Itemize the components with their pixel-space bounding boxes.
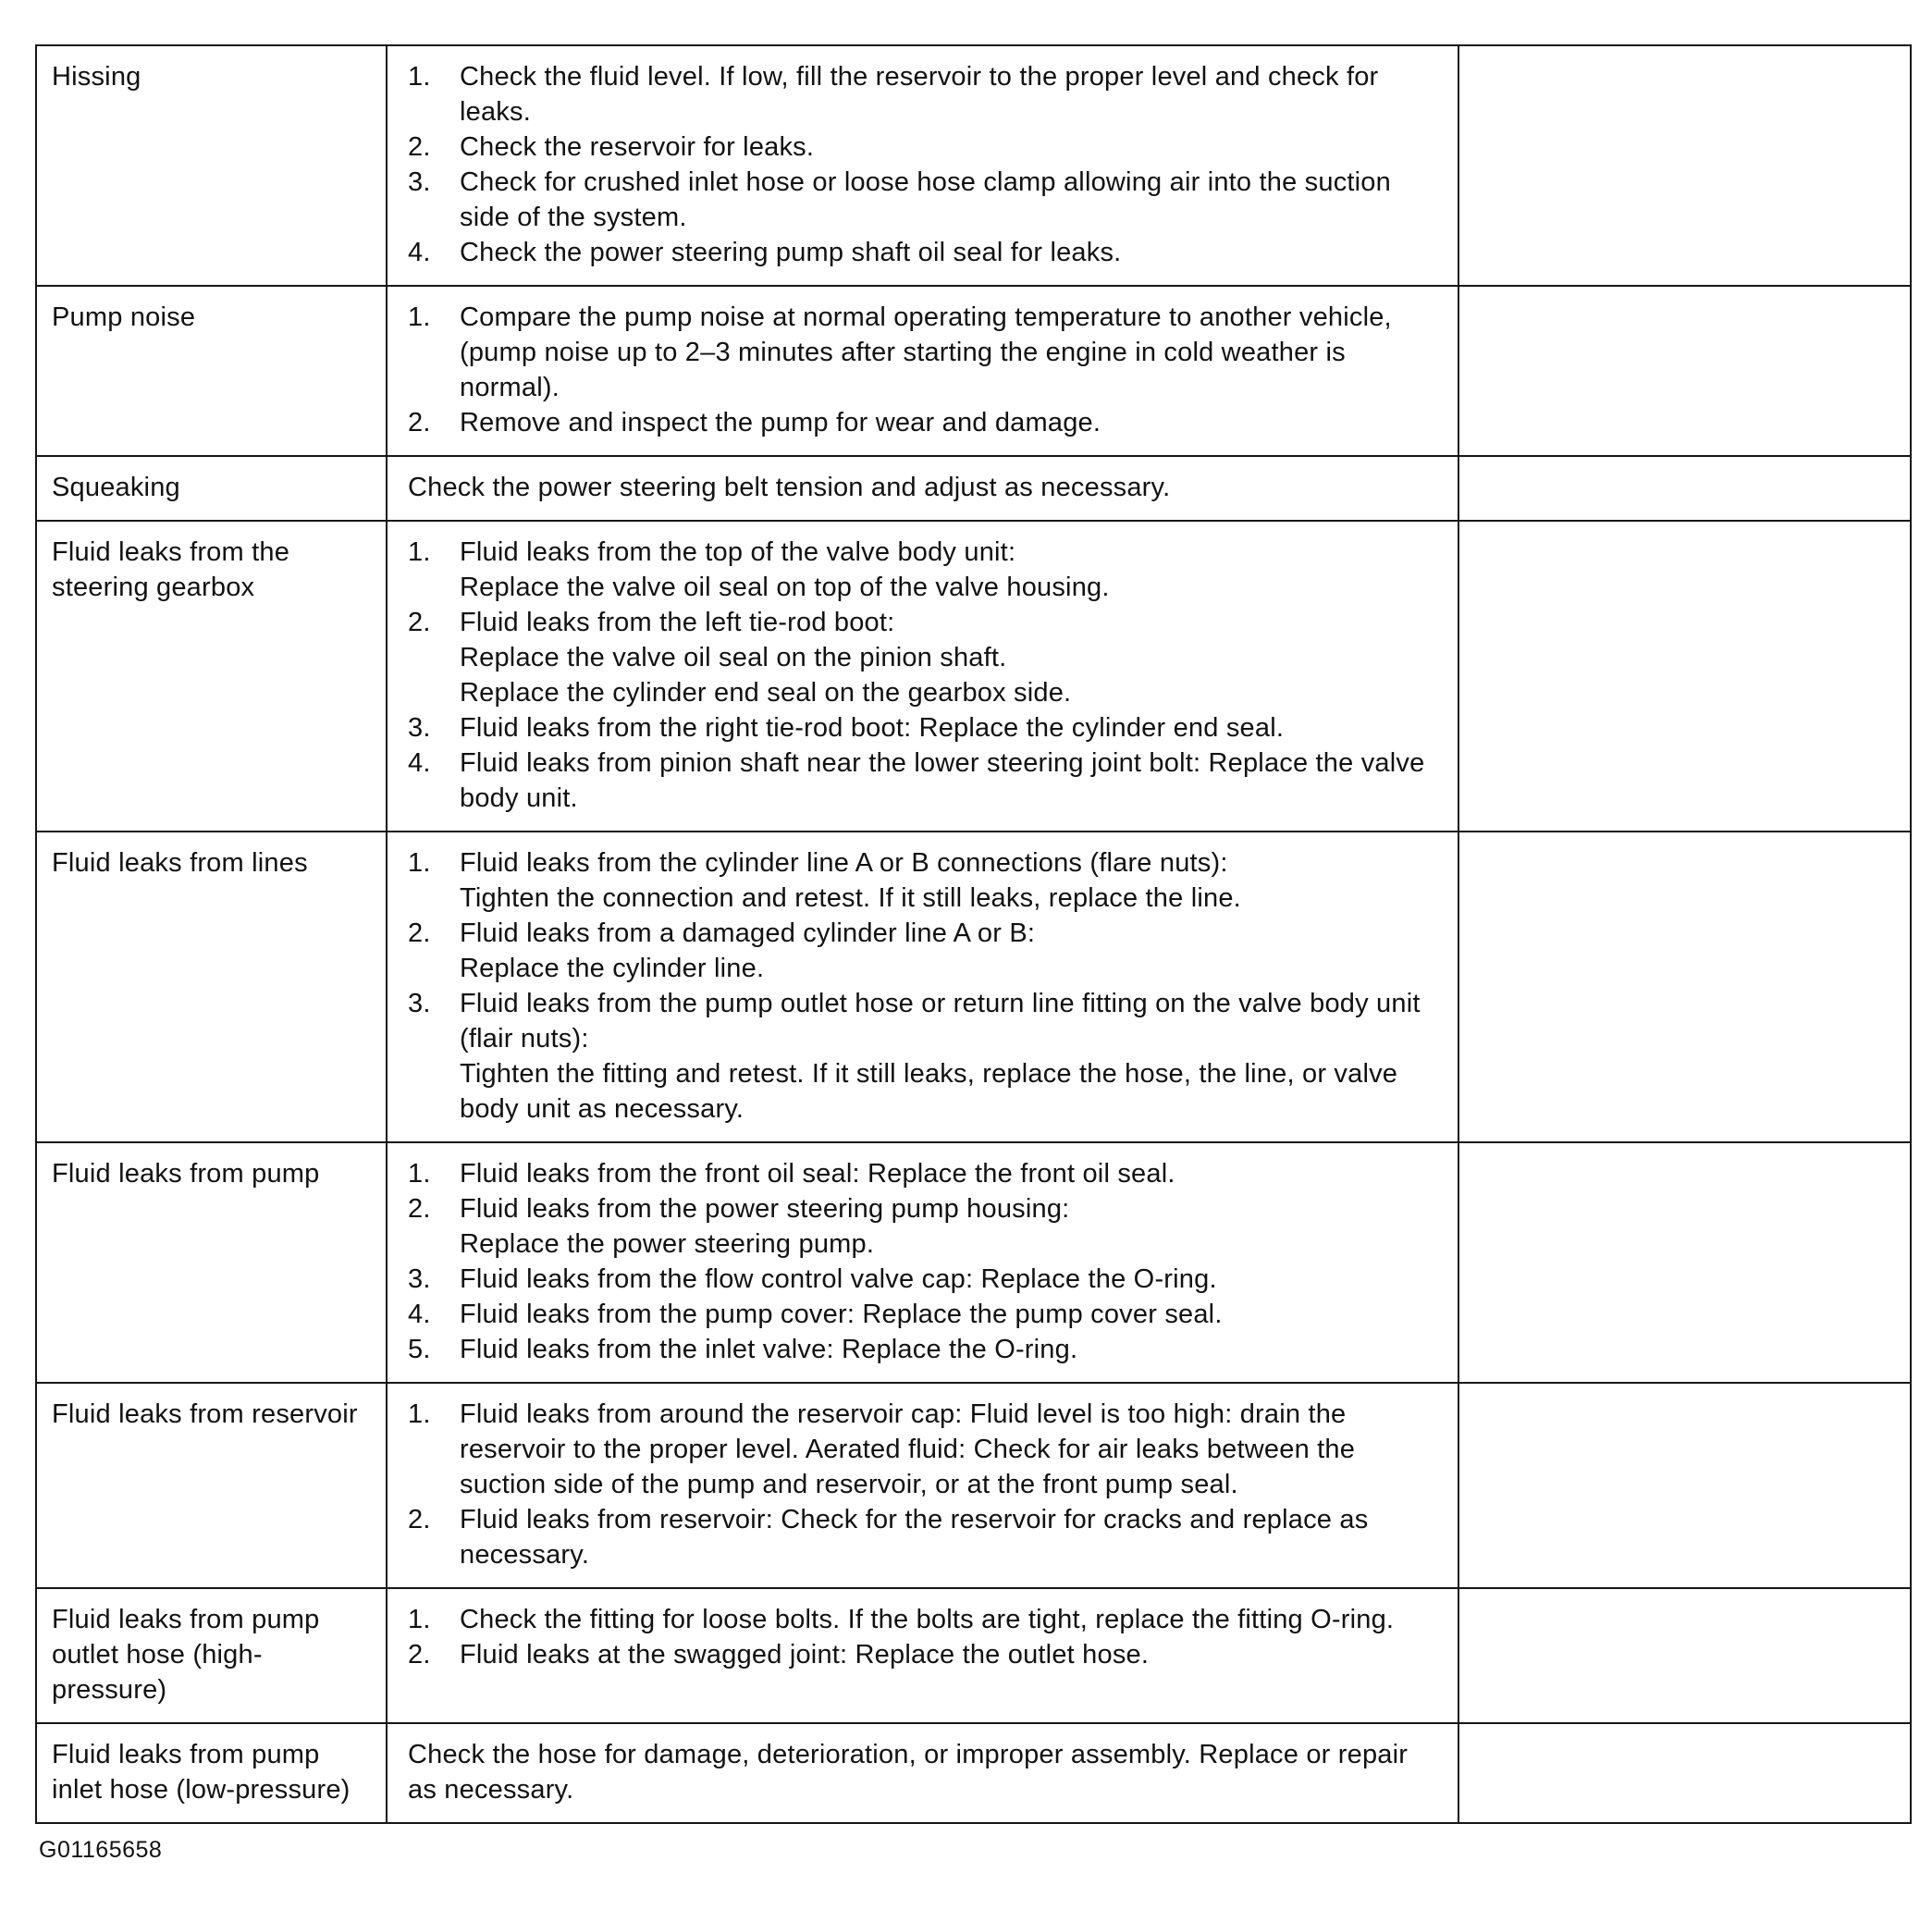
- figure-id: G01165658: [39, 1837, 163, 1863]
- item-line: Compare the pump noise at normal operating temperature to another vehicle, (pump noise up to 2–3 minutes after starting the engine in cold weather is normal).: [460, 302, 1392, 402]
- item-number: 4.: [408, 748, 431, 778]
- item-line: Fluid leaks from the top of the valve body unit:: [460, 537, 1016, 567]
- item-line: Fluid leaks from the power steering pump housing:: [460, 1194, 1070, 1224]
- item-number: 3.: [408, 989, 431, 1018]
- symptom-cell: Fluid leaks from pump outlet hose (high-pressure): [36, 1588, 387, 1723]
- item-number: 3.: [408, 1264, 431, 1294]
- item-text: [460, 1397, 1443, 1502]
- action-item: [402, 1602, 1443, 1637]
- item-number: 2.: [408, 408, 431, 437]
- item-text: [460, 535, 1443, 605]
- table-row: [36, 286, 1911, 456]
- item-line: Fluid leaks from the flow control valve cap: Replace the O-ring.: [460, 1264, 1217, 1294]
- item-line: Replace the valve oil seal on the pinion shaft.: [460, 643, 1007, 672]
- action-cell: [387, 1588, 1458, 1723]
- item-text: [460, 235, 1443, 270]
- item-line: Replace the cylinder end seal on the gearbox side.: [460, 678, 1072, 708]
- item-number: 1.: [408, 1399, 431, 1429]
- symptom-cell: Squeaking: [36, 456, 387, 521]
- action-cell: [387, 1723, 1458, 1823]
- action-item: [402, 165, 1443, 235]
- action-item: [402, 1502, 1443, 1572]
- item-line: Fluid leaks from reservoir: Check for the reservoir for cracks and replace as necessary.: [460, 1505, 1369, 1570]
- action-item: [402, 300, 1443, 405]
- item-line: Check the fluid level. If low, fill the reservoir to the proper level and check for leaks.: [460, 62, 1379, 127]
- item-line: Check the reservoir for leaks.: [460, 132, 815, 162]
- action-text: Check the hose for damage, deterioration, or improper assembly. Replace or repair as necessary.: [408, 1740, 1409, 1805]
- notes-cell: [1458, 456, 1911, 521]
- item-text: [460, 300, 1443, 405]
- symptom-cell: Hissing: [36, 45, 387, 286]
- item-line: Fluid leaks from a damaged cylinder line A or B:: [460, 918, 1036, 948]
- item-text: [460, 605, 1443, 710]
- table-row: [36, 521, 1911, 832]
- action-item: [402, 1262, 1443, 1297]
- item-number: 4.: [408, 1300, 431, 1329]
- action-item: [402, 845, 1443, 916]
- item-line: Fluid leaks from the pump outlet hose or return line fitting on the valve body unit (flair nuts):: [460, 989, 1421, 1054]
- item-text: [460, 1332, 1443, 1367]
- action-text: Check the power steering belt tension and adjust as necessary.: [408, 473, 1171, 502]
- item-text: [460, 986, 1443, 1127]
- notes-cell: [1458, 1142, 1911, 1383]
- notes-cell: [1458, 1588, 1911, 1723]
- table-row: [36, 1723, 1911, 1823]
- item-number: 2.: [408, 608, 431, 637]
- item-line: Fluid leaks at the swagged joint: Replace the outlet hose.: [460, 1640, 1150, 1670]
- symptom-cell: Fluid leaks from the steering gearbox: [36, 521, 387, 832]
- item-line: Replace the valve oil seal on top of the valve housing.: [460, 573, 1110, 602]
- notes-cell: [1458, 1383, 1911, 1588]
- item-number: 2.: [408, 132, 431, 162]
- item-number: 2.: [408, 1505, 431, 1534]
- item-text: [460, 916, 1443, 986]
- action-item: [402, 916, 1443, 986]
- item-text: [460, 1156, 1443, 1191]
- item-line: Fluid leaks from the left tie-rod boot:: [460, 608, 895, 637]
- action-item: [402, 405, 1443, 440]
- item-text: [460, 1637, 1443, 1672]
- notes-cell: [1458, 1723, 1911, 1823]
- table-row: [36, 832, 1911, 1142]
- action-cell: [387, 832, 1458, 1142]
- action-item: [402, 1397, 1443, 1502]
- item-line: Fluid leaks from the front oil seal: Replace the front oil seal.: [460, 1159, 1175, 1189]
- item-line: Remove and inspect the pump for wear and damage.: [460, 408, 1101, 437]
- item-number: 1.: [408, 1605, 431, 1634]
- table-row: [36, 1588, 1911, 1723]
- item-text: [460, 59, 1443, 129]
- table-row: [36, 1383, 1911, 1588]
- action-cell: [387, 521, 1458, 832]
- item-number: 5.: [408, 1335, 431, 1364]
- item-line: Fluid leaks from pinion shaft near the lower steering joint bolt: Replace the valve body unit.: [460, 748, 1425, 813]
- item-number: 2.: [408, 1640, 431, 1670]
- item-number: 1.: [408, 62, 431, 92]
- action-cell: [387, 1142, 1458, 1383]
- item-number: 3.: [408, 713, 431, 743]
- item-number: 4.: [408, 238, 431, 267]
- symptom-cell: Fluid leaks from pump: [36, 1142, 387, 1383]
- item-text: [460, 845, 1443, 916]
- action-cell: [387, 1383, 1458, 1588]
- item-line: Check the fitting for loose bolts. If the bolts are tight, replace the fitting O-ring.: [460, 1605, 1395, 1634]
- item-number: 1.: [408, 1159, 431, 1189]
- action-cell: [387, 286, 1458, 456]
- item-line: Fluid leaks from the cylinder line A or B connections (flare nuts):: [460, 848, 1228, 878]
- item-line: Fluid leaks from the inlet valve: Replace the O-ring.: [460, 1335, 1078, 1364]
- action-item: [402, 59, 1443, 129]
- action-item: [402, 1332, 1443, 1367]
- table-row: [36, 45, 1911, 286]
- item-line: Fluid leaks from around the reservoir cap: Fluid level is too high: drain the reservoir to the proper level. Aerated fluid: Check for air leaks between the suction side of the pump and reservoir, or at the front pump seal.: [460, 1399, 1356, 1499]
- action-cell: [387, 456, 1458, 521]
- symptom-cell: Fluid leaks from reservoir: [36, 1383, 387, 1588]
- item-text: [460, 1297, 1443, 1332]
- item-line: Replace the cylinder line.: [460, 954, 765, 983]
- item-text: [460, 165, 1443, 235]
- troubleshooting-table-body: [36, 45, 1911, 1823]
- item-number: 2.: [408, 1194, 431, 1224]
- table-row: [36, 456, 1911, 521]
- item-number: 3.: [408, 167, 431, 197]
- action-item: [402, 1191, 1443, 1262]
- action-item: [402, 710, 1443, 746]
- item-number: 1.: [408, 848, 431, 878]
- notes-cell: [1458, 286, 1911, 456]
- item-line: Tighten the fitting and retest. If it still leaks, replace the hose, the line, or valve body unit as necessary.: [460, 1059, 1398, 1124]
- action-item: [402, 746, 1443, 816]
- symptom-cell: Fluid leaks from lines: [36, 832, 387, 1142]
- item-text: [460, 405, 1443, 440]
- table-row: [36, 1142, 1911, 1383]
- action-item: [402, 986, 1443, 1127]
- item-line: Tighten the connection and retest. If it still leaks, replace the line.: [460, 883, 1241, 913]
- action-item: [402, 129, 1443, 165]
- item-text: [460, 710, 1443, 746]
- item-line: Replace the power steering pump.: [460, 1229, 875, 1259]
- item-number: 2.: [408, 918, 431, 948]
- action-item: [402, 1156, 1443, 1191]
- symptom-cell: Fluid leaks from pump inlet hose (low-pressure): [36, 1723, 387, 1823]
- action-cell: [387, 45, 1458, 286]
- action-item: [402, 605, 1443, 710]
- item-number: 1.: [408, 537, 431, 567]
- notes-cell: [1458, 832, 1911, 1142]
- item-text: [460, 1602, 1443, 1637]
- item-line: Check for crushed inlet hose or loose hose clamp allowing air into the suction side of the system.: [460, 167, 1391, 232]
- item-text: [460, 1502, 1443, 1572]
- action-item: [402, 1637, 1443, 1672]
- item-text: [460, 1191, 1443, 1262]
- action-item: [402, 535, 1443, 605]
- notes-cell: [1458, 45, 1911, 286]
- item-text: [460, 746, 1443, 816]
- action-item: [402, 235, 1443, 270]
- action-item: [402, 1297, 1443, 1332]
- item-line: Check the power steering pump shaft oil seal for leaks.: [460, 238, 1122, 267]
- item-text: [460, 129, 1443, 165]
- item-text: [460, 1262, 1443, 1297]
- symptom-cell: Pump noise: [36, 286, 387, 456]
- troubleshooting-table: [35, 44, 1912, 1824]
- item-number: 1.: [408, 302, 431, 332]
- item-line: Fluid leaks from the pump cover: Replace the pump cover seal.: [460, 1300, 1223, 1329]
- notes-cell: [1458, 521, 1911, 832]
- item-line: Fluid leaks from the right tie-rod boot: Replace the cylinder end seal.: [460, 713, 1285, 743]
